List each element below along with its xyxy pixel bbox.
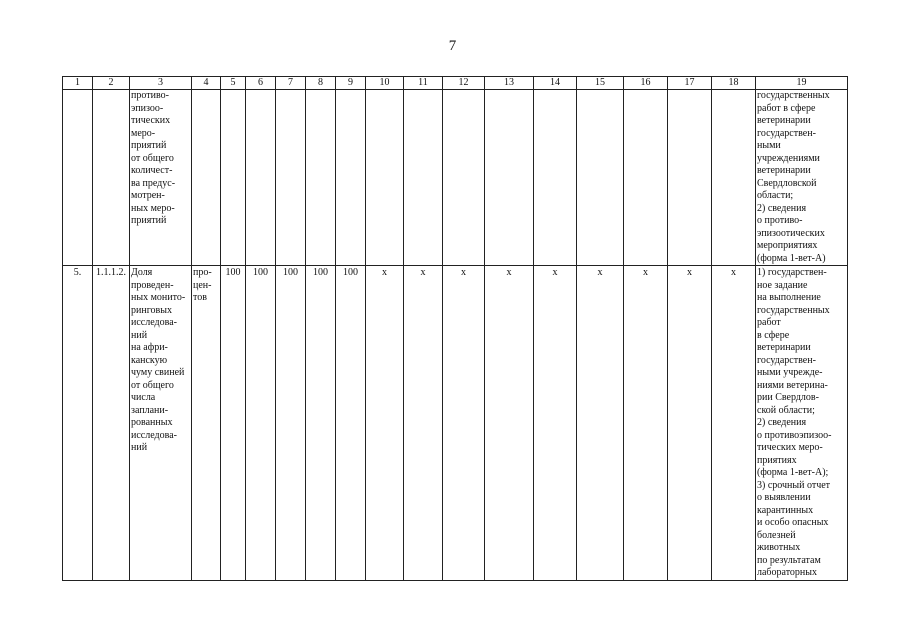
- value-cell: 100: [276, 266, 306, 581]
- column-header: 16: [624, 77, 668, 90]
- column-number-row: [63, 77, 848, 90]
- value-cell: x: [443, 266, 485, 581]
- column-header: 15: [577, 77, 624, 90]
- column-header: 7: [276, 77, 306, 90]
- value-cell: [534, 90, 577, 266]
- column-header: 1: [63, 77, 93, 90]
- value-cell: [577, 90, 624, 266]
- value-cell: 100: [221, 266, 246, 581]
- column-header: 10: [366, 77, 404, 90]
- table-row: [63, 90, 848, 266]
- value-cell: x: [624, 266, 668, 581]
- value-cell: 100: [336, 266, 366, 581]
- value-cell: [366, 90, 404, 266]
- value-cell: x: [366, 266, 404, 581]
- unit-cell: [192, 90, 221, 266]
- source-cell: 1) государствен- ное задание на выполнение государственных работ в сфере ветеринарии государствен- ными учрежде- ниями ветерина- рии Свердлов- ской области; 2) сведения о противоэпизоо- тических меро- приятиях (форма 1-вет-А); 3) срочный отчет о выявлении карантинных и особо опасных болезней животных по результатам лабораторных: [756, 266, 848, 581]
- page-number: 7: [448, 38, 457, 54]
- value-cell: [306, 90, 336, 266]
- column-header: 13: [485, 77, 534, 90]
- row-number-cell: [63, 90, 93, 266]
- value-cell: [336, 90, 366, 266]
- indicator-table: [62, 76, 848, 581]
- code-cell: 1.1.1.2.: [93, 266, 130, 581]
- column-header: 6: [246, 77, 276, 90]
- value-cell: x: [712, 266, 756, 581]
- row-number-cell: 5.: [63, 266, 93, 581]
- value-cell: [712, 90, 756, 266]
- value-cell: x: [668, 266, 712, 581]
- table-row: [63, 266, 848, 581]
- value-cell: 100: [306, 266, 336, 581]
- value-cell: x: [534, 266, 577, 581]
- value-cell: x: [485, 266, 534, 581]
- indicator-name-cell: противо- эпизоо- тических меро- приятий от общего количест- ва предус- мотрен- ных меро- приятий: [130, 90, 192, 266]
- source-cell: государственных работ в сфере ветеринарии государствен- ными учреждениями ветеринарии Свердловской области; 2) сведения о противо- эпизоотических мероприятиях (форма 1-вет-А): [756, 90, 848, 266]
- value-cell: x: [404, 266, 443, 581]
- value-cell: [221, 90, 246, 266]
- column-header: 3: [130, 77, 192, 90]
- column-header: 12: [443, 77, 485, 90]
- value-cell: 100: [246, 266, 276, 581]
- value-cell: [443, 90, 485, 266]
- column-header: 11: [404, 77, 443, 90]
- column-header: 9: [336, 77, 366, 90]
- value-cell: [246, 90, 276, 266]
- value-cell: [485, 90, 534, 266]
- column-header: 19: [756, 77, 848, 90]
- column-header: 14: [534, 77, 577, 90]
- value-cell: [668, 90, 712, 266]
- code-cell: [93, 90, 130, 266]
- value-cell: [404, 90, 443, 266]
- column-header: 17: [668, 77, 712, 90]
- indicator-name-cell: Доля проведен- ных монито- ринговых исследова- ний на афри- канскую чуму свиней от общего числа заплани- рованных исследова- ний: [130, 266, 192, 581]
- value-cell: x: [577, 266, 624, 581]
- unit-cell: про- цен- тов: [192, 266, 221, 581]
- value-cell: [624, 90, 668, 266]
- column-header: 5: [221, 77, 246, 90]
- column-header: 18: [712, 77, 756, 90]
- value-cell: [276, 90, 306, 266]
- column-header: 8: [306, 77, 336, 90]
- column-header: 2: [93, 77, 130, 90]
- column-header: 4: [192, 77, 221, 90]
